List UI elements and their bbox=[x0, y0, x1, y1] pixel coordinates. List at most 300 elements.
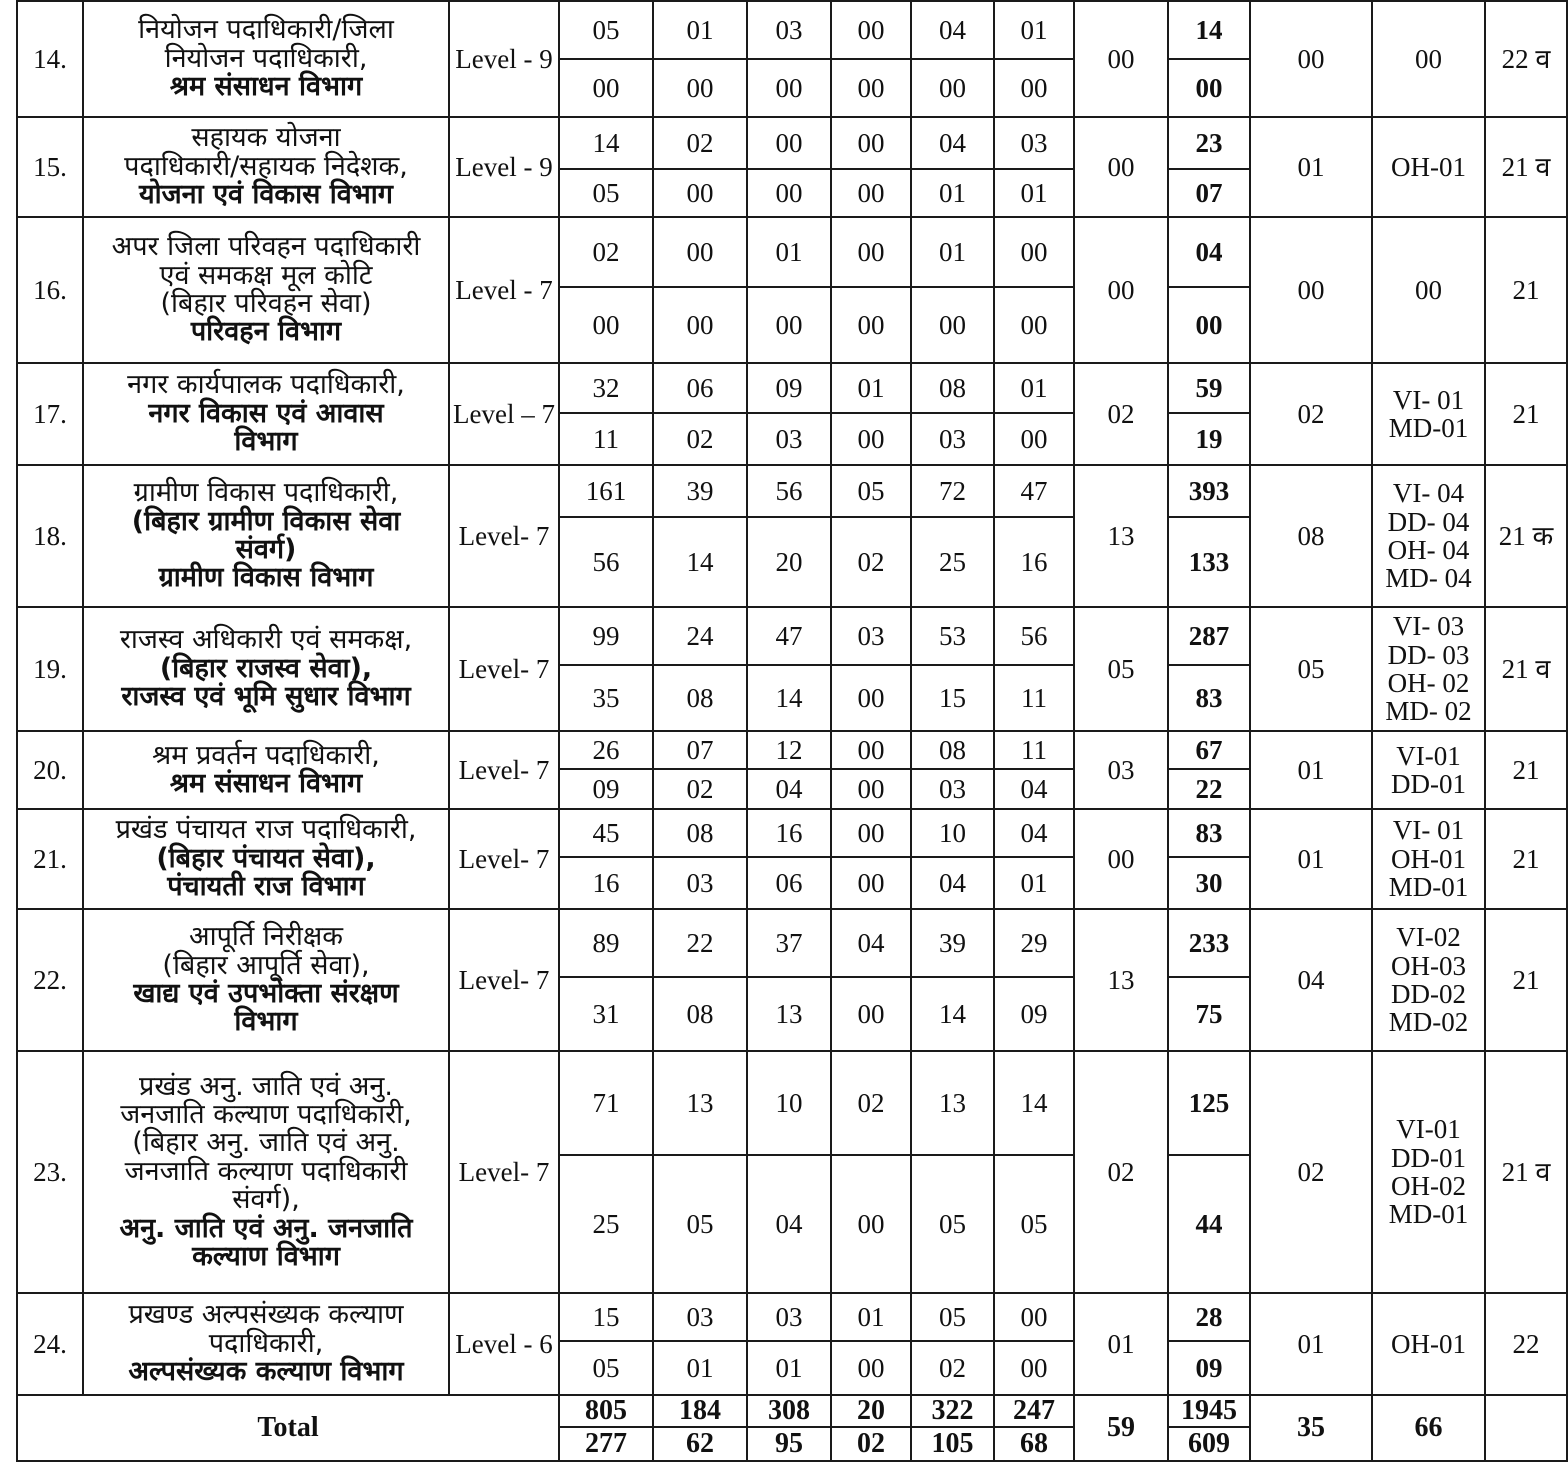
category-count: 47 bbox=[747, 607, 831, 665]
pay-level: Level- 7 bbox=[449, 909, 559, 1051]
serial-number: 15. bbox=[17, 117, 83, 217]
col7-count: 02 bbox=[1074, 363, 1168, 465]
category-count-women: 02 bbox=[911, 1341, 994, 1395]
category-count-women: 15 bbox=[911, 665, 994, 731]
category-count: 03 bbox=[747, 1, 831, 59]
age-limit: 22 व bbox=[1485, 1, 1567, 117]
serial-number: 21. bbox=[17, 809, 83, 909]
category-count-women: 00 bbox=[747, 59, 831, 117]
category-count-women: 08 bbox=[653, 665, 747, 731]
reservation-line: VI- 03 bbox=[1392, 611, 1465, 642]
total-col7: 59 bbox=[1074, 1395, 1168, 1461]
category-count-women: 20 bbox=[747, 517, 831, 607]
total-count: 28 bbox=[1168, 1293, 1250, 1341]
category-count: 00 bbox=[831, 217, 911, 287]
pay-level: Level - 6 bbox=[449, 1293, 559, 1395]
total-category-count-women: 105 bbox=[911, 1427, 994, 1461]
post-name-line: नियोजन पदाधिकारी/जिला bbox=[138, 14, 394, 46]
total-count-women: 19 bbox=[1168, 413, 1250, 465]
total-category-count: 20 bbox=[831, 1395, 911, 1427]
category-count-women: 01 bbox=[994, 169, 1074, 217]
col9-count: 02 bbox=[1250, 363, 1372, 465]
post-name-line: ग्रामीण विकास विभाग bbox=[158, 562, 374, 594]
category-count-women: 16 bbox=[559, 857, 653, 909]
category-count: 72 bbox=[911, 465, 994, 517]
age-limit: 21 क bbox=[1485, 465, 1567, 607]
serial-number: 18. bbox=[17, 465, 83, 607]
category-count-women: 09 bbox=[559, 769, 653, 809]
category-count: 04 bbox=[994, 809, 1074, 857]
category-count-women: 00 bbox=[994, 59, 1074, 117]
category-count: 01 bbox=[994, 1, 1074, 59]
post-name-line: (बिहार ग्रामीण विकास सेवा bbox=[131, 505, 401, 537]
category-count: 04 bbox=[911, 117, 994, 169]
category-count: 08 bbox=[653, 809, 747, 857]
pay-level: Level- 7 bbox=[449, 731, 559, 809]
total-count: 233 bbox=[1168, 909, 1250, 977]
post-name bbox=[83, 1293, 449, 1395]
pay-level: Level- 7 bbox=[449, 809, 559, 909]
serial-number: 17. bbox=[17, 363, 83, 465]
table-body bbox=[17, 1, 1567, 1461]
col7-count: 05 bbox=[1074, 607, 1168, 731]
category-count-women: 02 bbox=[831, 517, 911, 607]
post-name-line: पदाधिकारी, bbox=[208, 1327, 324, 1359]
col9-count: 05 bbox=[1250, 607, 1372, 731]
category-count-women: 14 bbox=[911, 977, 994, 1051]
post-name-line: अल्पसंख्यक कल्याण विभाग bbox=[128, 1356, 404, 1388]
post-name-line: राजस्व अधिकारी एवं समकक्ष, bbox=[119, 624, 413, 656]
table-row bbox=[17, 809, 1567, 857]
category-count-women: 04 bbox=[994, 769, 1074, 809]
reservation-detail bbox=[1372, 465, 1485, 607]
reservation-detail bbox=[1372, 117, 1485, 217]
age-limit: 21 bbox=[1485, 217, 1567, 363]
reservation-detail bbox=[1372, 1293, 1485, 1395]
total-count: 125 bbox=[1168, 1051, 1250, 1155]
post-name-line: श्रम प्रवर्तन पदाधिकारी, bbox=[152, 739, 380, 771]
post-name-line: (बिहार आपूर्ति सेवा), bbox=[162, 949, 370, 981]
post-name-line: विभाग bbox=[234, 426, 298, 458]
category-count: 10 bbox=[747, 1051, 831, 1155]
category-count-women: 03 bbox=[653, 857, 747, 909]
vacancy-table-wrapper bbox=[16, 0, 1568, 1462]
reservation-line: MD-02 bbox=[1388, 1007, 1469, 1038]
category-count-women: 03 bbox=[911, 769, 994, 809]
total-category-count-women: 95 bbox=[747, 1427, 831, 1461]
reservation-line: 00 bbox=[1415, 274, 1442, 305]
post-name-line: संवर्ग) bbox=[235, 534, 297, 565]
category-count: 05 bbox=[559, 1, 653, 59]
category-count-women: 31 bbox=[559, 977, 653, 1051]
category-count: 10 bbox=[911, 809, 994, 857]
total-category-count: 247 bbox=[994, 1395, 1074, 1427]
col9-count: 08 bbox=[1250, 465, 1372, 607]
reservation-line: VI- 01 bbox=[1392, 815, 1465, 846]
total-count: 23 bbox=[1168, 117, 1250, 169]
col7-count: 03 bbox=[1074, 731, 1168, 809]
category-count: 04 bbox=[831, 909, 911, 977]
category-count-women: 05 bbox=[559, 169, 653, 217]
table-row bbox=[17, 1051, 1567, 1155]
reservation-line: DD- 03 bbox=[1387, 639, 1470, 670]
reservation-line: MD- 04 bbox=[1385, 563, 1472, 594]
post-name bbox=[83, 731, 449, 809]
post-name-line: सहायक योजना bbox=[191, 122, 341, 154]
total-count-women: 00 bbox=[1168, 287, 1250, 363]
post-name-line: संवर्ग), bbox=[232, 1184, 300, 1216]
category-count: 03 bbox=[831, 607, 911, 665]
reservation-detail bbox=[1372, 1, 1485, 117]
total-category-count-women: 68 bbox=[994, 1427, 1074, 1461]
col7-count: 00 bbox=[1074, 117, 1168, 217]
total-count-women: 07 bbox=[1168, 169, 1250, 217]
category-count: 00 bbox=[831, 1, 911, 59]
total-count-women: 09 bbox=[1168, 1341, 1250, 1395]
col9-count: 01 bbox=[1250, 117, 1372, 217]
serial-number: 24. bbox=[17, 1293, 83, 1395]
category-count: 01 bbox=[831, 1293, 911, 1341]
category-count: 03 bbox=[653, 1293, 747, 1341]
total-count-women: 83 bbox=[1168, 665, 1250, 731]
category-count: 161 bbox=[559, 465, 653, 517]
col7-count: 13 bbox=[1074, 909, 1168, 1051]
post-name-line: प्रखंड अनु. जाति एवं अनु. bbox=[139, 1070, 393, 1102]
category-count-women: 05 bbox=[653, 1155, 747, 1293]
col7-count: 00 bbox=[1074, 1, 1168, 117]
post-name-line: एवं समकक्ष मूल कोटि bbox=[159, 259, 373, 291]
total-count: 287 bbox=[1168, 607, 1250, 665]
category-count-women: 00 bbox=[831, 287, 911, 363]
post-name-line: श्रम संसाधन विभाग bbox=[169, 768, 363, 799]
category-count-women: 09 bbox=[994, 977, 1074, 1051]
category-count-women: 00 bbox=[559, 59, 653, 117]
category-count: 05 bbox=[911, 1293, 994, 1341]
grand-total-women: 609 bbox=[1168, 1427, 1250, 1461]
table-row bbox=[17, 117, 1567, 169]
category-count-women: 00 bbox=[831, 977, 911, 1051]
category-count-women: 06 bbox=[747, 857, 831, 909]
col9-count: 01 bbox=[1250, 809, 1372, 909]
total-count: 59 bbox=[1168, 363, 1250, 413]
post-name-line: श्रम संसाधन विभाग bbox=[169, 71, 363, 103]
reservation-detail bbox=[1372, 1051, 1485, 1293]
category-count: 56 bbox=[994, 607, 1074, 665]
col7-count: 13 bbox=[1074, 465, 1168, 607]
category-count-women: 05 bbox=[911, 1155, 994, 1293]
age-limit: 21 व bbox=[1485, 607, 1567, 731]
category-count-women: 00 bbox=[831, 413, 911, 465]
category-count: 02 bbox=[831, 1051, 911, 1155]
total-label: Total bbox=[17, 1395, 559, 1461]
category-count: 39 bbox=[653, 465, 747, 517]
category-count: 08 bbox=[911, 731, 994, 769]
category-count: 08 bbox=[911, 363, 994, 413]
total-count: 67 bbox=[1168, 731, 1250, 769]
post-name bbox=[83, 607, 449, 731]
col9-count: 01 bbox=[1250, 1293, 1372, 1395]
category-count-women: 00 bbox=[653, 59, 747, 117]
col9-count: 01 bbox=[1250, 731, 1372, 809]
post-name-line: जनजाति कल्याण पदाधिकारी bbox=[124, 1155, 408, 1187]
category-count: 12 bbox=[747, 731, 831, 769]
post-name bbox=[83, 363, 449, 465]
table-row bbox=[17, 909, 1567, 977]
post-name bbox=[83, 809, 449, 909]
reservation-line: MD-01 bbox=[1388, 1199, 1469, 1230]
post-name-line: जनजाति कल्याण पदाधिकारी, bbox=[120, 1099, 412, 1131]
category-count-women: 13 bbox=[747, 977, 831, 1051]
total-category-count-women: 277 bbox=[559, 1427, 653, 1461]
category-count: 45 bbox=[559, 809, 653, 857]
col7-count: 00 bbox=[1074, 809, 1168, 909]
category-count: 03 bbox=[747, 1293, 831, 1341]
category-count: 99 bbox=[559, 607, 653, 665]
category-count-women: 00 bbox=[911, 287, 994, 363]
reservation-detail bbox=[1372, 731, 1485, 809]
pay-level: Level- 7 bbox=[449, 1051, 559, 1293]
table-row bbox=[17, 465, 1567, 517]
post-name-line: ग्रामीण विकास पदाधिकारी, bbox=[133, 477, 399, 509]
reservation-line: OH-01 bbox=[1391, 151, 1466, 182]
category-count-women: 04 bbox=[747, 1155, 831, 1293]
pay-level: Level - 7 bbox=[449, 217, 559, 363]
category-count-women: 11 bbox=[994, 665, 1074, 731]
total-category-count-women: 62 bbox=[653, 1427, 747, 1461]
category-count-women: 25 bbox=[559, 1155, 653, 1293]
age-limit: 21 व bbox=[1485, 1051, 1567, 1293]
post-name bbox=[83, 1, 449, 117]
table-row bbox=[17, 1, 1567, 59]
category-count-women: 04 bbox=[747, 769, 831, 809]
category-count: 01 bbox=[747, 217, 831, 287]
reservation-line: MD-01 bbox=[1388, 872, 1469, 903]
post-name-line: (बिहार अनु. जाति एवं अनु. bbox=[132, 1127, 400, 1159]
post-name-line: प्रखंड पंचायत राज पदाधिकारी, bbox=[115, 814, 417, 846]
col9-count: 00 bbox=[1250, 1, 1372, 117]
post-name-line: राजस्व एवं भूमि सुधार विभाग bbox=[121, 681, 411, 713]
category-count: 02 bbox=[653, 117, 747, 169]
reservation-line: DD-02 bbox=[1391, 979, 1466, 1009]
category-count: 14 bbox=[559, 117, 653, 169]
vacancy-table bbox=[16, 0, 1568, 1462]
category-count-women: 56 bbox=[559, 517, 653, 607]
reservation-detail bbox=[1372, 607, 1485, 731]
category-count-women: 00 bbox=[831, 769, 911, 809]
category-count-women: 08 bbox=[653, 977, 747, 1051]
table-row bbox=[17, 607, 1567, 665]
reservation-line: MD-01 bbox=[1388, 413, 1469, 443]
post-name-line: (बिहार राजस्व सेवा), bbox=[159, 652, 373, 684]
category-count-women: 11 bbox=[559, 413, 653, 465]
total-row bbox=[17, 1395, 1567, 1427]
category-count-women: 02 bbox=[653, 413, 747, 465]
category-count: 71 bbox=[559, 1051, 653, 1155]
post-name-line: अनु. जाति एवं अनु. जनजाति bbox=[119, 1212, 413, 1244]
category-count-women: 04 bbox=[911, 857, 994, 909]
category-count: 56 bbox=[747, 465, 831, 517]
category-count: 00 bbox=[994, 1293, 1074, 1341]
category-count: 37 bbox=[747, 909, 831, 977]
total-count: 14 bbox=[1168, 1, 1250, 59]
post-name-line: योजना एवं विकास विभाग bbox=[139, 179, 393, 211]
category-count: 00 bbox=[747, 117, 831, 169]
pay-level: Level- 7 bbox=[449, 465, 559, 607]
category-count-women: 01 bbox=[994, 857, 1074, 909]
reservation-detail bbox=[1372, 363, 1485, 465]
col7-count: 00 bbox=[1074, 217, 1168, 363]
category-count-women: 00 bbox=[911, 59, 994, 117]
reservation-line: VI- 01 bbox=[1392, 384, 1465, 415]
category-count: 01 bbox=[653, 1, 747, 59]
category-count-women: 25 bbox=[911, 517, 994, 607]
age-limit: 21 व bbox=[1485, 117, 1567, 217]
serial-number: 20. bbox=[17, 731, 83, 809]
total-count-women: 75 bbox=[1168, 977, 1250, 1051]
post-name bbox=[83, 465, 449, 607]
table-row bbox=[17, 1293, 1567, 1341]
post-name-line: परिवहन विभाग bbox=[190, 316, 342, 348]
category-count-women: 05 bbox=[559, 1341, 653, 1395]
category-count-women: 00 bbox=[831, 1341, 911, 1395]
category-count: 24 bbox=[653, 607, 747, 665]
category-count: 11 bbox=[994, 731, 1074, 769]
post-name bbox=[83, 217, 449, 363]
post-name-line: पंचायती राज विभाग bbox=[167, 871, 365, 903]
category-count: 02 bbox=[559, 217, 653, 287]
total-category-count-women: 02 bbox=[831, 1427, 911, 1461]
serial-number: 16. bbox=[17, 217, 83, 363]
total-count: 393 bbox=[1168, 465, 1250, 517]
category-count-women: 35 bbox=[559, 665, 653, 731]
post-name-line: प्रखण्ड अल्पसंख्यक कल्याण bbox=[128, 1299, 404, 1331]
pay-level: Level - 9 bbox=[449, 1, 559, 117]
category-count-women: 00 bbox=[831, 59, 911, 117]
post-name-line: नियोजन पदाधिकारी, bbox=[164, 42, 368, 74]
category-count-women: 01 bbox=[747, 1341, 831, 1395]
reservation-line: 00 bbox=[1415, 43, 1442, 74]
grand-total: 1945 bbox=[1168, 1395, 1250, 1427]
total-count-women: 44 bbox=[1168, 1155, 1250, 1293]
serial-number: 19. bbox=[17, 607, 83, 731]
category-count: 53 bbox=[911, 607, 994, 665]
category-count: 26 bbox=[559, 731, 653, 769]
category-count-women: 00 bbox=[559, 287, 653, 363]
category-count: 22 bbox=[653, 909, 747, 977]
total-age-blank bbox=[1485, 1395, 1567, 1461]
category-count: 13 bbox=[911, 1051, 994, 1155]
category-count-women: 00 bbox=[831, 857, 911, 909]
post-name-line: विभाग bbox=[234, 1006, 298, 1038]
total-category-count: 322 bbox=[911, 1395, 994, 1427]
total-count-women: 22 bbox=[1168, 769, 1250, 809]
category-count-women: 00 bbox=[994, 413, 1074, 465]
category-count: 04 bbox=[911, 1, 994, 59]
total-count: 83 bbox=[1168, 809, 1250, 857]
category-count-women: 00 bbox=[747, 169, 831, 217]
category-count-women: 02 bbox=[653, 769, 747, 809]
category-count: 13 bbox=[653, 1051, 747, 1155]
col7-count: 02 bbox=[1074, 1051, 1168, 1293]
total-reservation: 66 bbox=[1372, 1395, 1485, 1461]
total-col9: 35 bbox=[1250, 1395, 1372, 1461]
age-limit: 21 bbox=[1485, 909, 1567, 1051]
category-count-women: 00 bbox=[994, 287, 1074, 363]
pay-level: Level – 7 bbox=[449, 363, 559, 465]
category-count-women: 01 bbox=[653, 1341, 747, 1395]
category-count: 15 bbox=[559, 1293, 653, 1341]
post-name-line: आपूर्ति निरीक्षक bbox=[188, 921, 343, 953]
table-row bbox=[17, 363, 1567, 413]
category-count: 16 bbox=[747, 809, 831, 857]
age-limit: 22 bbox=[1485, 1293, 1567, 1395]
reservation-line: OH- 04 bbox=[1387, 535, 1470, 565]
post-name-line: खाद्य एवं उपभोक्ता संरक्षण bbox=[133, 978, 399, 1009]
post-name-line: नगर कार्यपालक पदाधिकारी, bbox=[127, 369, 405, 401]
reservation-detail bbox=[1372, 217, 1485, 363]
category-count: 32 bbox=[559, 363, 653, 413]
category-count-women: 14 bbox=[747, 665, 831, 731]
reservation-line: VI-01 bbox=[1396, 740, 1461, 771]
category-count-women: 14 bbox=[653, 517, 747, 607]
category-count: 00 bbox=[653, 217, 747, 287]
total-count-women: 00 bbox=[1168, 59, 1250, 117]
reservation-line: OH-02 bbox=[1391, 1171, 1466, 1201]
category-count: 89 bbox=[559, 909, 653, 977]
col9-count: 02 bbox=[1250, 1051, 1372, 1293]
category-count-women: 05 bbox=[994, 1155, 1074, 1293]
category-count: 29 bbox=[994, 909, 1074, 977]
category-count: 09 bbox=[747, 363, 831, 413]
category-count-women: 00 bbox=[831, 1155, 911, 1293]
category-count: 00 bbox=[994, 217, 1074, 287]
reservation-detail bbox=[1372, 909, 1485, 1051]
post-name-line: (बिहार परिवहन सेवा) bbox=[160, 288, 372, 319]
post-name-line: नगर विकास एवं आवास bbox=[148, 397, 384, 429]
table-row bbox=[17, 217, 1567, 287]
col9-count: 00 bbox=[1250, 217, 1372, 363]
category-count: 00 bbox=[831, 117, 911, 169]
category-count-women: 01 bbox=[911, 169, 994, 217]
total-category-count: 308 bbox=[747, 1395, 831, 1427]
category-count: 01 bbox=[831, 363, 911, 413]
post-name-line: अपर जिला परिवहन पदाधिकारी bbox=[111, 231, 421, 263]
post-name-line: पदाधिकारी/सहायक निदेशक, bbox=[124, 150, 408, 182]
col7-count: 01 bbox=[1074, 1293, 1168, 1395]
col9-count: 04 bbox=[1250, 909, 1372, 1051]
reservation-line: DD-01 bbox=[1391, 1142, 1466, 1173]
category-count-women: 00 bbox=[994, 1341, 1074, 1395]
category-count: 01 bbox=[911, 217, 994, 287]
category-count-women: 00 bbox=[831, 169, 911, 217]
serial-number: 22. bbox=[17, 909, 83, 1051]
category-count: 07 bbox=[653, 731, 747, 769]
post-name bbox=[83, 1051, 449, 1293]
post-name bbox=[83, 909, 449, 1051]
category-count: 14 bbox=[994, 1051, 1074, 1155]
category-count-women: 00 bbox=[831, 665, 911, 731]
category-count: 05 bbox=[831, 465, 911, 517]
reservation-line: OH- 02 bbox=[1387, 668, 1470, 698]
reservation-detail bbox=[1372, 809, 1485, 909]
total-category-count: 805 bbox=[559, 1395, 653, 1427]
reservation-line: OH-01 bbox=[1391, 1328, 1466, 1359]
total-count-women: 30 bbox=[1168, 857, 1250, 909]
reservation-line: VI-02 bbox=[1396, 922, 1461, 953]
total-category-count: 184 bbox=[653, 1395, 747, 1427]
post-name bbox=[83, 117, 449, 217]
pay-level: Level- 7 bbox=[449, 607, 559, 731]
